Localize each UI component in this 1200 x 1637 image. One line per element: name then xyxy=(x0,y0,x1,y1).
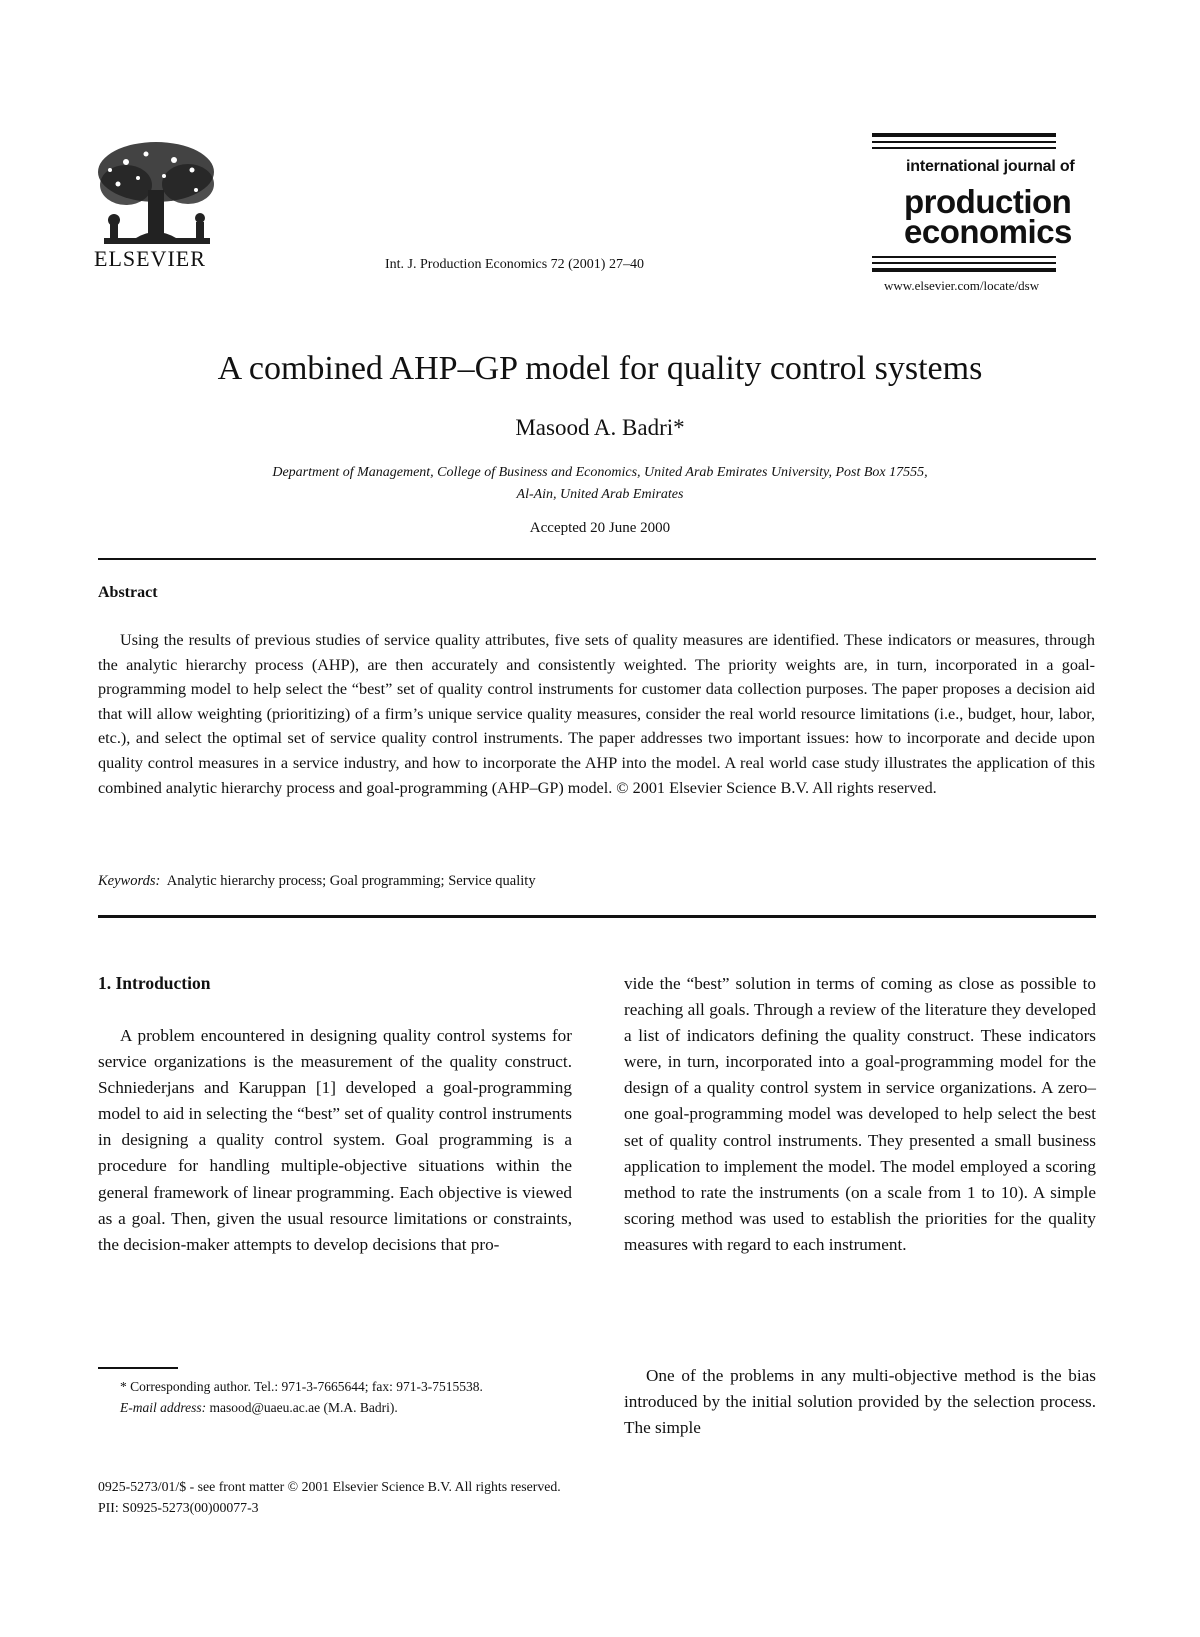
affiliation-line-2: Al-Ain, United Arab Emirates xyxy=(516,487,684,502)
intro-paragraph-left: A problem encountered in designing quality control systems for service organizations is the measurement of the quality construct. Schniederjans and Karuppan [1] developed a goal-programming model to aid in selecting the “best” set of quality control instruments in designing a quality control system. Goal programming is a procedure for handling multiple-objective situations within the general framework of linear programming. Each objective is viewed as a goal. Then, given the usual resource limitations or constraints, the decision-maker attempts to develop decisions that pro- xyxy=(98,1026,572,1254)
footnote xyxy=(98,1376,572,1418)
section-heading-introduction: 1. Introduction xyxy=(98,973,211,993)
journal-brand-small: international journal of xyxy=(906,158,1075,175)
brand-rule-top-3 xyxy=(872,147,1056,149)
affiliation-line-1: Department of Management, College of Business and Economics, United Arab Emirates University, Post Box 17555, xyxy=(272,465,928,480)
intro-paragraph-right-2: One of the problems in any multi-objective method is the bias introduced by the initial solution provided by the selection process. The simple xyxy=(624,1366,1096,1438)
abstract-top-rule xyxy=(98,558,1096,560)
author-affiliation xyxy=(100,462,1100,506)
brand-rule-top-1 xyxy=(872,133,1056,137)
journal-brand-line1: production xyxy=(904,183,1072,220)
footnote-email-label: E-mail address: xyxy=(120,1400,207,1415)
footnote-corresponding: * Corresponding author. Tel.: 971-3-7665644; fax: 971-3-7515538. xyxy=(120,1379,483,1394)
keywords-values: Analytic hierarchy process; Goal programming; Service quality xyxy=(166,873,536,889)
abstract-text: Using the results of previous studies of service quality attributes, five sets of quality measures are identified. These indicators or measures, through the analytic hierarchy process (AHP), are then accurately and consistently weighted. The priority weights are, in turn, incorporated in a goal-programming model to help select the “best” set of quality control instruments for customer data collection purposes. The paper proposes a decision aid that will allow weighting (prioritizing) of a firm’s unique service quality measures, consider the real world resource limitations (i.e., budget, hour, labor, etc.), and select the optimal set of service quality control instruments. The paper addresses two important issues: how to incorporate and decide upon quality control measures in a service industry, and how to incorporate the AHP into the model. A real world case study illustrates the application of this combined analytic hierarchy process and goal-programming (AHP–GP) model. © 2001 Elsevier Science B.V. All rights reserved. xyxy=(98,631,1095,797)
footnote-email xyxy=(98,1397,572,1418)
intro-paragraph-right-1: vide the “best” solution in terms of coming as close as possible to reaching all goals. Through a review of the literature they developed a list of indicators defining the quality construct. These indicators were, in turn, incorporated into a goal-programming model for the design of a quality control system in service organizations. A zero–one goal-programming model was developed to help select the best set of quality control instruments. They presented a small business application to implement the model. The model employed a scoring method to rate the instruments (on a scale from 1 to 10). A simple scoring method was used to establish the priorities for the quality measures with regard to each instrument. xyxy=(624,974,1096,1254)
footnote-rule xyxy=(98,1367,178,1369)
journal-brand-large xyxy=(904,183,1072,250)
brand-rule-bottom-1 xyxy=(872,256,1056,258)
brand-rule-top-2 xyxy=(872,141,1056,143)
brand-rule-bottom-2 xyxy=(872,262,1056,264)
elsevier-tree-logo xyxy=(96,140,218,252)
footnote-email-value: masood@uaeu.ac.ae (M.A. Badri). xyxy=(209,1400,398,1415)
abstract-bottom-rule xyxy=(98,915,1096,918)
front-matter xyxy=(98,1476,561,1518)
front-matter-pii: PII: S0925-5273(00)00077-3 xyxy=(98,1500,259,1515)
journal-url: www.elsevier.com/locate/dsw xyxy=(884,278,1040,293)
abstract-heading: Abstract xyxy=(98,584,158,601)
accepted-date: Accepted 20 June 2000 xyxy=(529,520,671,536)
brand-rule-bottom-3 xyxy=(872,268,1056,272)
journal-citation: Int. J. Production Economics 72 (2001) 27–40 xyxy=(385,257,644,272)
article-author: Masood A. Badri* xyxy=(515,415,685,440)
keywords-line xyxy=(98,873,536,890)
journal-brand-line2: economics xyxy=(904,213,1072,250)
article-title: A combined AHP–GP model for quality control systems xyxy=(217,350,983,387)
publisher-wordmark: ELSEVIER xyxy=(94,246,206,271)
front-matter-issn: 0925-5273/01/$ - see front matter © 2001 Elsevier Science B.V. All rights reserved. xyxy=(98,1479,561,1494)
keywords-label: Keywords: xyxy=(98,873,161,889)
